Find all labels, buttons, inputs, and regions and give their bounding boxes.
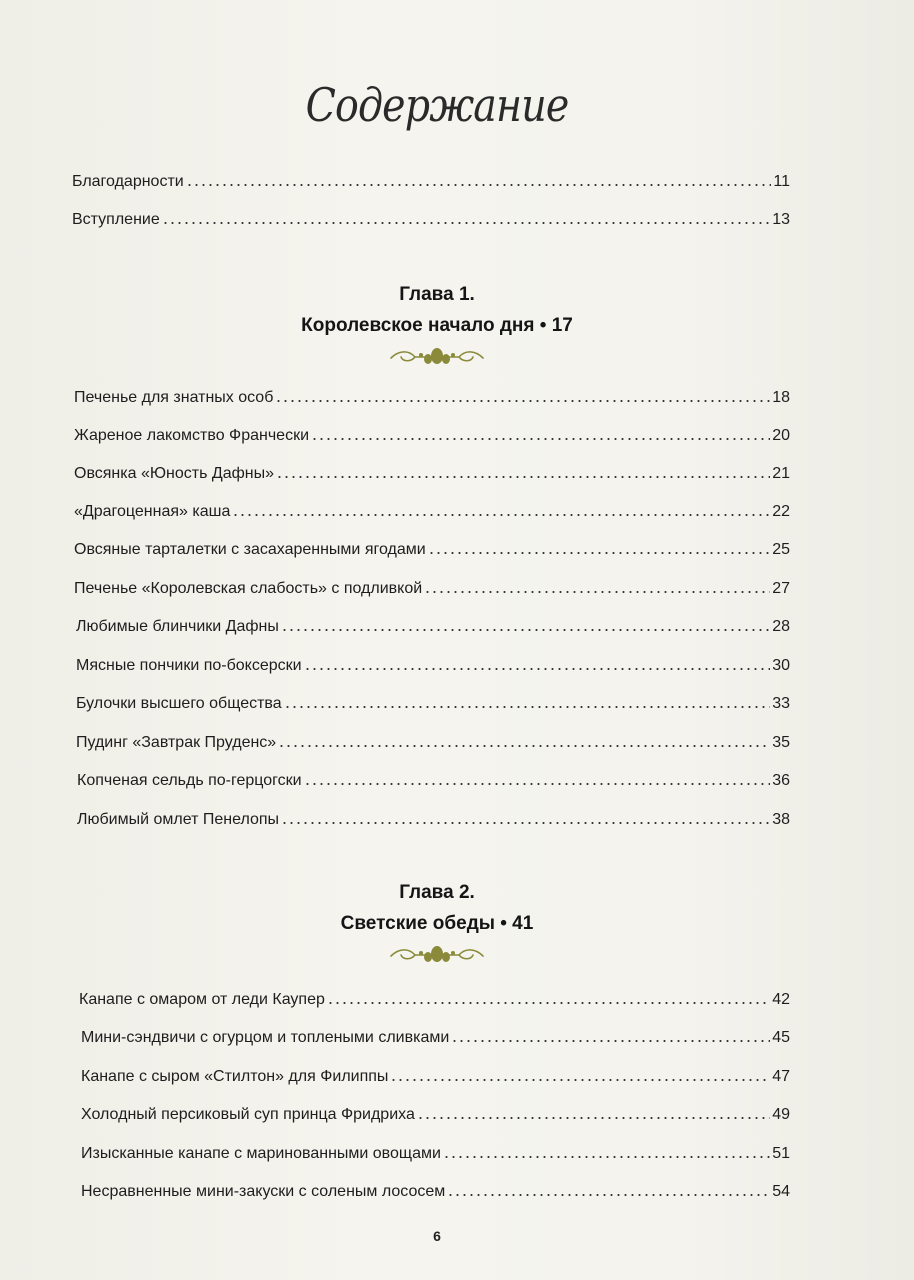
entry-title: Овсяные тарталетки с засахаренными ягодами [74,541,426,558]
page-title: Содержание [305,78,569,132]
dot-leader [281,627,770,633]
entry-page-number: 33 [772,695,790,712]
toc-entry[interactable] [76,725,790,753]
toc-entry[interactable] [72,202,790,230]
dot-leader [186,182,772,188]
dot-leader [424,589,770,595]
toc-entry[interactable] [81,1020,790,1048]
entry-page-number: 47 [772,1068,790,1085]
entry-page-number: 45 [772,1029,790,1046]
toc-entry[interactable] [81,1097,790,1125]
entry-page-number: 54 [772,1183,790,1200]
toc-entry[interactable] [76,609,790,637]
dot-leader [311,436,770,442]
entry-page-number: 25 [772,541,790,558]
entry-page-number: 30 [772,657,790,674]
toc-entry[interactable] [77,763,790,791]
toc-entry[interactable] [81,1174,790,1202]
ornament-flourish-icon [387,944,487,966]
dot-leader [428,550,771,556]
entry-title: Канапе с омаром от леди Каупер [79,991,325,1008]
entry-page-number: 13 [772,211,790,228]
entry-title: Печенье «Королевская слабость» с подливкой [74,580,423,597]
entry-page-number: 22 [772,503,790,520]
dot-leader [162,220,770,226]
toc-entry[interactable] [77,802,790,830]
entry-title: Овсянка «Юность Дафны» [74,465,274,482]
dot-leader [275,398,770,404]
chapter-2-heading: Светские обеды • 41 [340,913,534,934]
toc-entry[interactable] [81,1136,790,1164]
entry-page-number: 21 [772,465,790,482]
toc-entry[interactable] [74,532,790,560]
toc-entry[interactable] [74,571,790,599]
dot-leader [232,512,770,518]
dot-leader [443,1154,770,1160]
chapter-2-label: Глава 2. [399,882,475,903]
entry-title: Мясные пончики по-боксерски [76,657,302,674]
entry-page-number: 42 [772,991,790,1008]
dot-leader [284,704,771,710]
entry-page-number: 51 [772,1145,790,1162]
entry-title: Копченая сельдь по-герцогски [77,772,302,789]
entry-page-number: 27 [772,580,790,597]
page-number: 6 [433,1228,441,1244]
dot-leader [390,1077,770,1083]
toc-entry[interactable] [76,648,790,676]
toc-entry[interactable] [74,456,790,484]
entry-title: Мини-сэндвичи с огурцом и топлеными сливками [81,1029,450,1046]
dot-leader [327,1000,770,1006]
dot-leader [304,781,771,787]
entry-page-number: 38 [772,811,790,828]
dot-leader [304,666,771,672]
toc-entry[interactable] [74,494,790,522]
entry-title: Вступление [72,211,160,228]
entry-title: Любимый омлет Пенелопы [77,811,280,828]
toc-entry[interactable] [74,418,790,446]
dot-leader [451,1038,770,1044]
entry-title: Холодный персиковый суп принца Фридриха [81,1106,415,1123]
toc-entry[interactable] [79,982,790,1010]
entry-title: Несравненные мини-закуски с соленым лососем [81,1183,446,1200]
dot-leader [281,820,770,826]
entry-title: Булочки высшего общества [76,695,282,712]
entry-page-number: 35 [772,734,790,751]
entry-page-number: 49 [772,1106,790,1123]
entry-title: «Драгоценная» каша [74,503,231,520]
entry-title: Печенье для знатных особ [74,389,274,406]
entry-page-number: 36 [772,772,790,789]
toc-entry[interactable] [76,686,790,714]
ornament-flourish-icon [387,346,487,368]
entry-page-number: 18 [772,389,790,406]
entry-page-number: 20 [772,427,790,444]
entry-page-number: 28 [772,618,790,635]
dot-leader [447,1192,770,1198]
entry-title: Любимые блинчики Дафны [76,618,279,635]
entry-title: Жареное лакомство Франчески [74,427,309,444]
dot-leader [417,1115,770,1121]
entry-title: Канапе с сыром «Стилтон» для Филиппы [81,1068,389,1085]
chapter-1-heading: Королевское начало дня • 17 [301,315,573,336]
toc-entry[interactable] [74,380,790,408]
entry-page-number: 11 [773,173,790,190]
dot-leader [278,743,770,749]
entry-title: Пудинг «Завтрак Пруденс» [76,734,277,751]
toc-entry[interactable] [81,1059,790,1087]
chapter-1-label: Глава 1. [399,284,475,305]
entry-title: Изысканные канапе с маринованными овощами [81,1145,441,1162]
entry-title: Благодарности [72,173,184,190]
dot-leader [276,474,770,480]
toc-entry[interactable] [72,164,790,192]
